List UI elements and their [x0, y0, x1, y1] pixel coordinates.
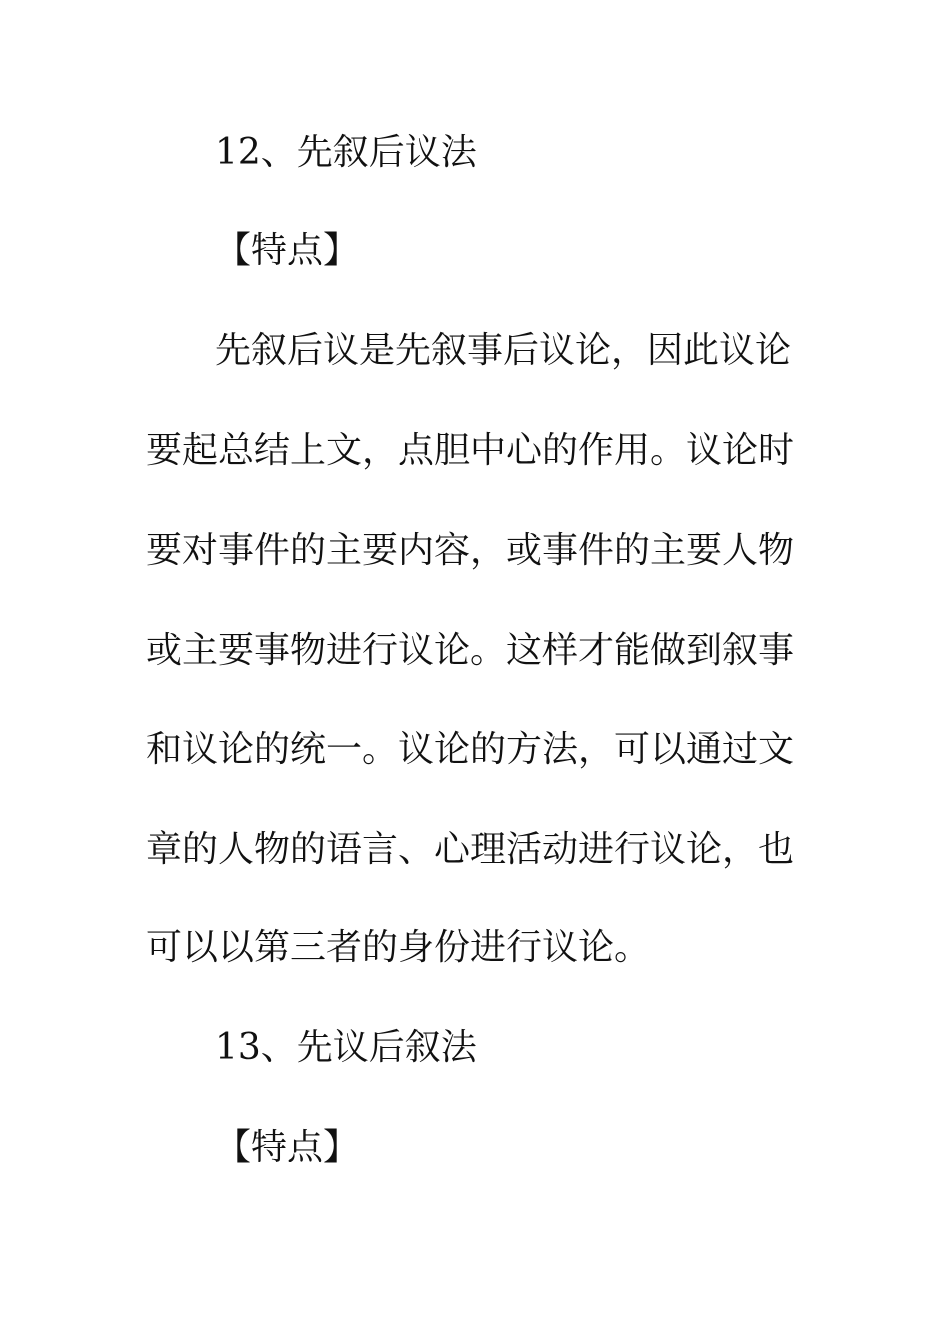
paragraph-line: 章的人物的语言、心理活动进行议论，也: [146, 829, 795, 870]
paragraph-line: 要对事件的主要内容，或事件的主要人物: [146, 530, 795, 571]
paragraph-line: 可以以第三者的身份进行议论。: [146, 927, 651, 968]
paragraph-line: 或主要事物进行议论。这样才能做到叙事: [146, 630, 795, 671]
section-tag: 【特点】: [215, 230, 360, 271]
section-tag: 【特点】: [215, 1127, 360, 1168]
paragraph-line: 先叙后议是先叙事后议论，因此议论: [215, 330, 792, 371]
section-heading: 13、先议后叙法: [215, 1027, 477, 1068]
section-heading: 12、先叙后议法: [215, 132, 477, 173]
paragraph-line: 要起总结上文，点胆中心的作用。议论时: [146, 430, 795, 471]
paragraph-line: 和议论的统一。议论的方法，可以通过文: [146, 729, 795, 770]
